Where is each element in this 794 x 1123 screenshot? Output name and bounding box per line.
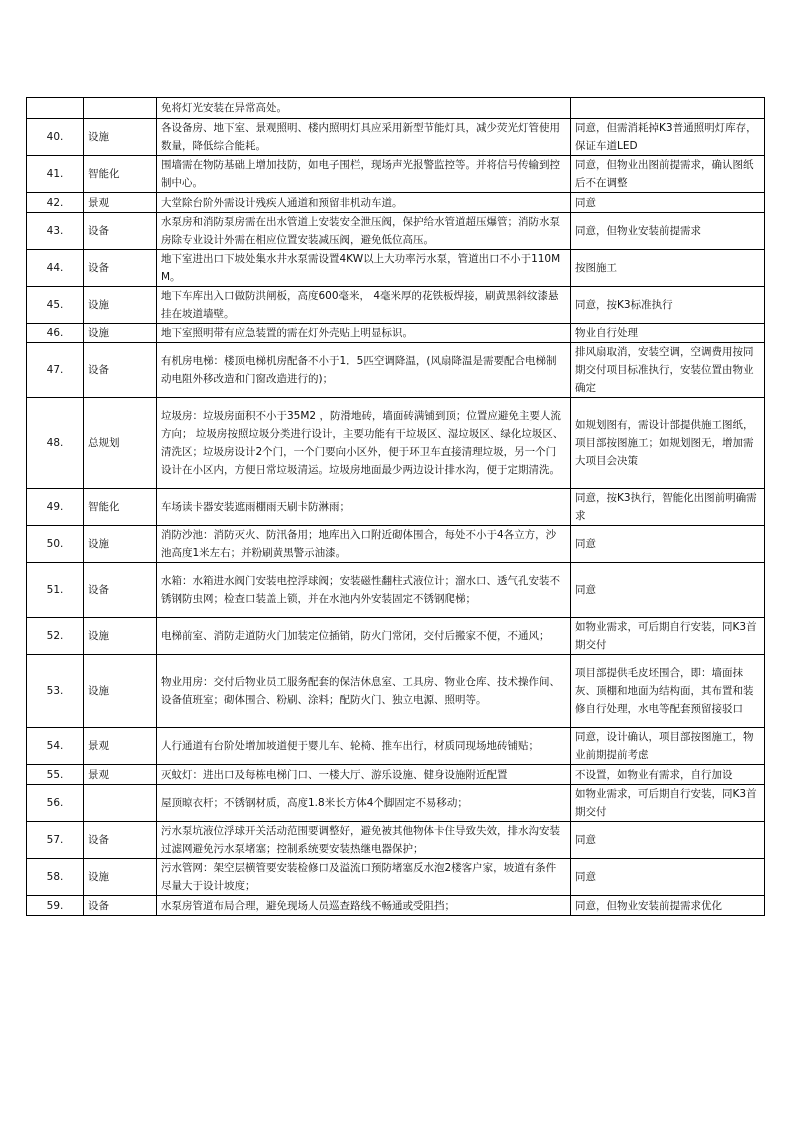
- row-number: 49.: [27, 489, 84, 526]
- row-number: 40.: [27, 119, 84, 156]
- table-row: [27, 896, 765, 916]
- row-description: 水箱：水箱进水阀门安装电控浮球阀；安装磁性翻柱式液位计；溜水口、透气孔安装不锈钢防虫网；检查口装盖上锁，并在水池内外安装固定不锈钢爬梯；: [157, 563, 571, 618]
- row-category: 景观: [84, 728, 157, 765]
- row-description: 围墙需在物防基础上增加技防，如电子围栏，现场声光报警监控等。并将信号传输到控制中心。: [157, 156, 571, 193]
- row-description: 有机房电梯：楼顶电梯机房配备不小于1．5匹空调降温，(风扇降温是需要配合电梯制动电阻外移改造和门窗改造进行的)；: [157, 343, 571, 398]
- requirements-table: [26, 97, 765, 916]
- row-number: 51.: [27, 563, 84, 618]
- table-row: [27, 859, 765, 896]
- row-number: 57.: [27, 822, 84, 859]
- table-row: [27, 526, 765, 563]
- row-category: 设施: [84, 119, 157, 156]
- requirements-table-body: [27, 98, 765, 916]
- row-category: 景观: [84, 765, 157, 785]
- row-category: 智能化: [84, 156, 157, 193]
- row-category: 设备: [84, 896, 157, 916]
- table-row: [27, 728, 765, 765]
- row-description: 垃圾房：垃圾房面积不小于35M2 ，防滑地砖，墙面砖满铺到顶；位置应避免主要人流方向； 垃圾房按照垃圾分类进行设计，主要功能有干垃圾区、湿垃圾区、绿化垃圾区、清洗区；垃圾房设计2个门，一个门要向小区外，便于环卫车直接清理垃圾，另一个门设计在小区内，方便日常垃圾清运。垃圾房地面最少两边设计排水沟，便于定期清洗。: [157, 398, 571, 489]
- row-reply: 物业自行处理: [571, 324, 765, 343]
- table-row: [27, 618, 765, 655]
- row-number: 56.: [27, 785, 84, 822]
- row-category: 设备: [84, 822, 157, 859]
- row-reply: 同意: [571, 822, 765, 859]
- table-row: [27, 250, 765, 287]
- row-number: 44.: [27, 250, 84, 287]
- table-row: [27, 193, 765, 213]
- row-category: 设备: [84, 213, 157, 250]
- row-number: 47.: [27, 343, 84, 398]
- row-category: 设备: [84, 343, 157, 398]
- row-reply: 如物业需求，可后期自行安装，同K3首期交付: [571, 785, 765, 822]
- table-row: [27, 156, 765, 193]
- table-row: [27, 765, 765, 785]
- row-category: [84, 785, 157, 822]
- row-category: 景观: [84, 193, 157, 213]
- row-reply: 同意，设计确认，项目部按图施工，物业前期提前考虑: [571, 728, 765, 765]
- row-category: 设备: [84, 563, 157, 618]
- table-row: [27, 655, 765, 728]
- row-number: 54.: [27, 728, 84, 765]
- row-reply: 同意，但物业安装前提需求: [571, 213, 765, 250]
- row-number: [27, 98, 84, 119]
- row-number: 53.: [27, 655, 84, 728]
- row-description: 消防沙池：消防灭火、防汛备用；地库出入口附近砌体围合，每处不小于4各立方，沙池高度1米左右；并粉刷黄黑警示油漆。: [157, 526, 571, 563]
- row-number: 50.: [27, 526, 84, 563]
- row-category: 设施: [84, 526, 157, 563]
- row-description: 物业用房：交付后物业员工服务配套的保洁休息室、工具房、物业仓库、技术操作间、设备值班室；砌体围合、粉刷、涂料；配防火门、独立电源、照明等。: [157, 655, 571, 728]
- table-row: [27, 213, 765, 250]
- row-reply: 不设置，如物业有需求，自行加设: [571, 765, 765, 785]
- table-row: [27, 489, 765, 526]
- row-category: 设施: [84, 287, 157, 324]
- row-description: 水泵房和消防泵房需在出水管道上安装安全泄压阀，保护给水管道超压爆管；消防水泵房除专业设计外需在相应位置安装减压阀，避免低位高压。: [157, 213, 571, 250]
- table-row: [27, 324, 765, 343]
- row-reply: 同意，但物业出图前提需求，确认图纸后不在调整: [571, 156, 765, 193]
- row-number: 45.: [27, 287, 84, 324]
- row-reply: 同意，按K3执行，智能化出图前明确需求: [571, 489, 765, 526]
- table-row: [27, 119, 765, 156]
- row-reply: 同意: [571, 526, 765, 563]
- row-description: 地下室照明带有应急装置的需在灯外壳贴上明显标识。: [157, 324, 571, 343]
- row-number: 52.: [27, 618, 84, 655]
- row-description: 污水管网：架空层横管要安装检修口及溢流口预防堵塞反水泡2楼客户家，坡道有条件尽量大于设计坡度；: [157, 859, 571, 896]
- row-description: 大堂除台阶外需设计残疾人通道和预留非机动车道。: [157, 193, 571, 213]
- row-reply: 同意: [571, 563, 765, 618]
- row-number: 58.: [27, 859, 84, 896]
- row-description: 水泵房管道布局合理，避免现场人员巡查路线不畅通或受阻挡；: [157, 896, 571, 916]
- row-description: 灭蚊灯：进出口及每栋电梯门口、一楼大厅、游乐设施、健身设施附近配置: [157, 765, 571, 785]
- table-row: [27, 343, 765, 398]
- row-description: 屋顶晾衣杆；不锈钢材质，高度1.8米长方体4个脚固定不易移动；: [157, 785, 571, 822]
- table-row: [27, 563, 765, 618]
- table-row: [27, 785, 765, 822]
- table-row: [27, 287, 765, 324]
- row-description: 地下车库出入口做防洪闸板，高度600毫米， 4毫米厚的花铁板焊接，刷黄黑斜纹漆悬挂在坡道墙壁。: [157, 287, 571, 324]
- row-number: 43.: [27, 213, 84, 250]
- row-reply: 同意，但物业安装前提需求优化: [571, 896, 765, 916]
- row-description: 地下室进出口下坡处集水井水泵需设置4KW以上大功率污水泵，管道出口不小于110MM。: [157, 250, 571, 287]
- table-row: [27, 398, 765, 489]
- row-number: 48.: [27, 398, 84, 489]
- row-reply: 如规划图有，需设计部提供施工图纸，项目部按图施工；如规划图无，增加需大项目会决策: [571, 398, 765, 489]
- row-reply: [571, 98, 765, 119]
- row-reply: 如物业需求，可后期自行安装，同K3首期交付: [571, 618, 765, 655]
- row-number: 41.: [27, 156, 84, 193]
- row-description: 污水泵坑液位浮球开关活动范围要调整好，避免被其他物体卡住导致失效，排水沟安装过滤网避免污水泵堵塞；控制系统要安装热继电器保护；: [157, 822, 571, 859]
- row-category: 设施: [84, 324, 157, 343]
- row-number: 42.: [27, 193, 84, 213]
- table-row: [27, 822, 765, 859]
- row-number: 55.: [27, 765, 84, 785]
- row-reply: 按图施工: [571, 250, 765, 287]
- row-description: 人行通道有台阶处增加坡道便于婴儿车、轮椅、推车出行，材质同现场地砖铺贴；: [157, 728, 571, 765]
- row-category: 设备: [84, 250, 157, 287]
- row-description: 车场读卡器安装遮雨棚雨天刷卡防淋雨；: [157, 489, 571, 526]
- row-reply: 同意: [571, 193, 765, 213]
- row-reply: 同意，按K3标准执行: [571, 287, 765, 324]
- row-category: [84, 98, 157, 119]
- row-category: 总规划: [84, 398, 157, 489]
- row-reply: 同意，但需消耗掉K3普通照明灯库存，保证车道LED: [571, 119, 765, 156]
- row-category: 设施: [84, 655, 157, 728]
- table-row: [27, 98, 765, 119]
- row-category: 设施: [84, 859, 157, 896]
- row-description: 各设备房、地下室、景观照明、楼内照明灯具应采用新型节能灯具，减少荧光灯管使用数量，降低综合能耗。: [157, 119, 571, 156]
- row-category: 智能化: [84, 489, 157, 526]
- row-number: 59.: [27, 896, 84, 916]
- row-reply: 同意: [571, 859, 765, 896]
- row-reply: 项目部提供毛皮坯围合，即：墙面抹灰、顶棚和地面为结构面，其布置和装修自行处理，水电等配套预留接驳口: [571, 655, 765, 728]
- row-number: 46.: [27, 324, 84, 343]
- row-category: 设施: [84, 618, 157, 655]
- row-reply: 排风扇取消，安装空调，空调费用按同期交付项目标准执行，安装位置由物业确定: [571, 343, 765, 398]
- row-description: 电梯前室、消防走道防火门加装定位插销，防火门常闭，交付后搬家不便，不通风；: [157, 618, 571, 655]
- row-description: 免将灯光安装在异常高处。: [157, 98, 571, 119]
